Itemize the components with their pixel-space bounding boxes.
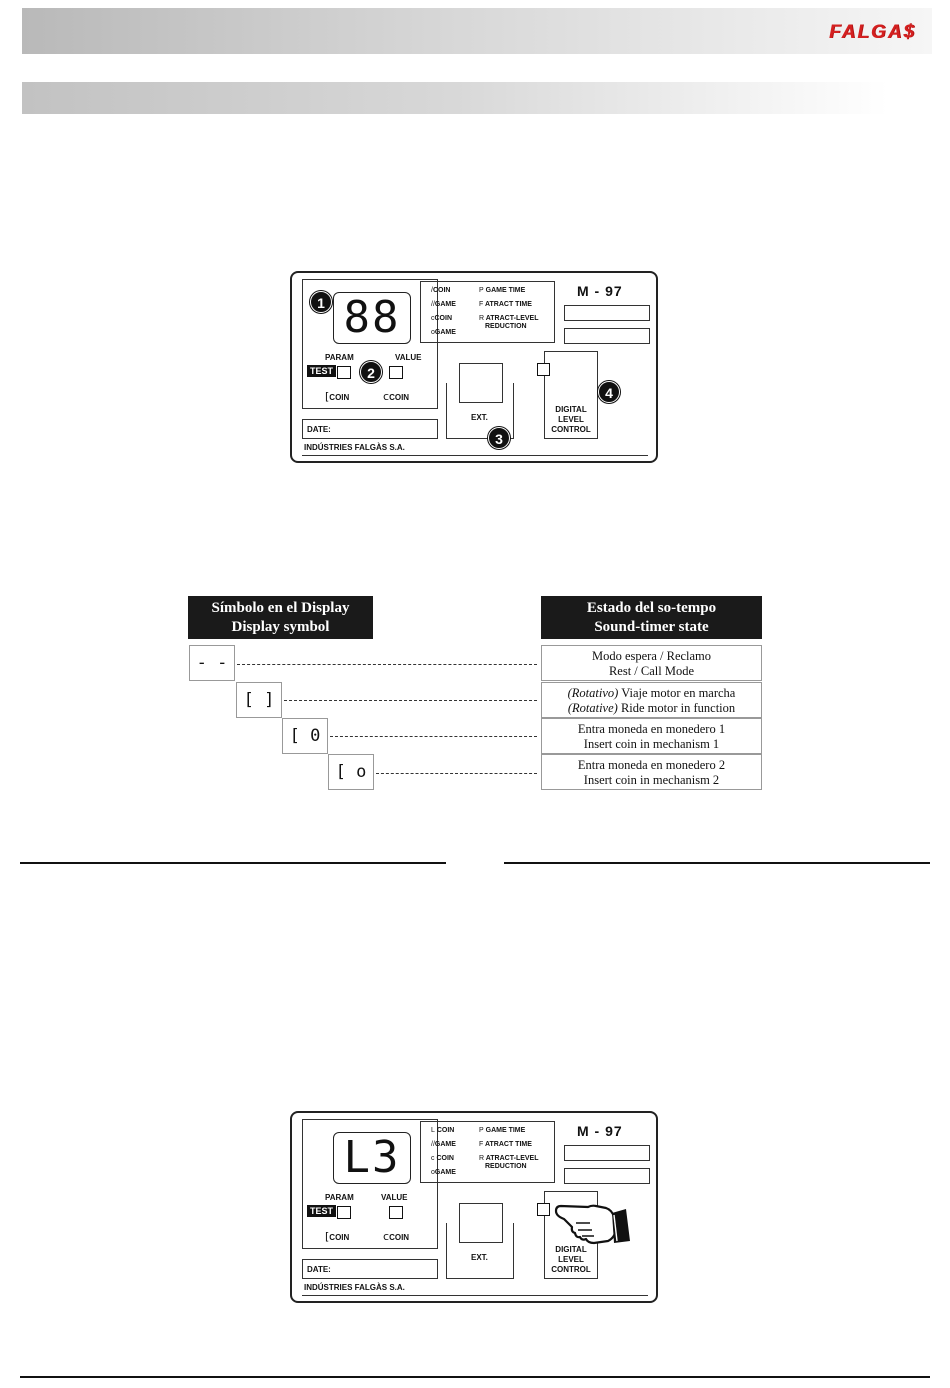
value-label: VALUE (395, 353, 422, 362)
dlc-button[interactable] (537, 1203, 550, 1216)
panel-divider (302, 455, 648, 456)
control-panel-diagram-2 (290, 1111, 658, 1303)
header-bar (22, 8, 932, 54)
table-row: Entra moneda en monedero 2 Insert coin in mechanism 2 (541, 754, 762, 790)
led-display: 88 (333, 292, 411, 344)
company-name: INDÚSTRIES FALGÀS S.A. (304, 1283, 405, 1292)
leader-line (330, 736, 537, 737)
param-button[interactable] (337, 366, 351, 379)
table-row: Modo espera / Reclamo Rest / Call Mode (541, 645, 762, 681)
brand-logo: FALGA$ (829, 22, 916, 43)
leader-line (237, 664, 537, 665)
param-label: PARAM (325, 353, 354, 362)
company-name: INDÚSTRIES FALGÀS S.A. (304, 443, 405, 452)
table-header-state: Estado del so-tempo Sound-timer state (541, 596, 762, 639)
panel-divider (302, 1295, 648, 1296)
ext-label: EXT. (471, 413, 488, 422)
model-field-2 (564, 328, 650, 344)
test-button-label[interactable]: TEST (307, 1205, 336, 1217)
parameter-legend: /COIN //GAME cCOIN oGAME P GAME TIME F ATRACT TIME R ATRACT-LEVEL REDUCTION (420, 281, 555, 343)
table-header-symbol: Símbolo en el Display Display symbol (188, 596, 373, 639)
value-button[interactable] (389, 1206, 403, 1219)
section-divider-right (504, 862, 930, 864)
coin-counter-1: [COIN (325, 1230, 350, 1243)
display-symbol: [ ] (236, 682, 282, 718)
callout-badge-2: 2 (360, 361, 382, 383)
parameter-legend: L COIN //GAME c COIN oGAME P GAME TIME F ATRACT TIME R ATRACT-LEVEL REDUCTION (420, 1121, 555, 1183)
pointing-hand-icon (554, 1197, 634, 1257)
coin-counter-2: cCOIN (383, 1230, 410, 1243)
display-area (302, 1119, 438, 1249)
dlc-label: DIGITAL LEVEL CONTROL (551, 1245, 591, 1274)
ext-connector (459, 1203, 503, 1243)
table-row: Entra moneda en monedero 1 Insert coin in mechanism 1 (541, 718, 762, 754)
callout-badge-3: 3 (488, 427, 510, 449)
ext-label: EXT. (471, 1253, 488, 1262)
ext-connector (459, 363, 503, 403)
display-symbol: [ 0 (282, 718, 328, 754)
model-label: M - 97 (577, 1123, 623, 1139)
callout-badge-1: 1 (310, 291, 332, 313)
leader-line (284, 700, 537, 701)
coin-counter-1: [COIN (325, 390, 350, 403)
display-symbol: - - (189, 645, 235, 681)
model-field-2 (564, 1168, 650, 1184)
table-row: (Rotativo) Viaje motor en marcha (Rotative) Ride motor in function (541, 682, 762, 718)
date-field: DATE: (302, 419, 438, 439)
dlc-button[interactable] (537, 363, 550, 376)
model-label: M - 97 (577, 283, 623, 299)
led-display: L3 (333, 1132, 411, 1184)
param-button[interactable] (337, 1206, 351, 1219)
section-divider-left (20, 862, 446, 864)
section-title-bar (22, 82, 888, 114)
model-field-1 (564, 1145, 650, 1161)
control-panel-diagram (290, 271, 658, 463)
model-field-1 (564, 305, 650, 321)
test-button-label[interactable]: TEST (307, 365, 336, 377)
date-field: DATE: (302, 1259, 438, 1279)
display-symbol: [ o (328, 754, 374, 790)
footer-divider (20, 1376, 930, 1378)
value-button[interactable] (389, 366, 403, 379)
leader-line (376, 773, 537, 774)
coin-counter-2: cCOIN (383, 390, 410, 403)
value-label: VALUE (381, 1193, 408, 1202)
callout-badge-4: 4 (598, 381, 620, 403)
param-label: PARAM (325, 1193, 354, 1202)
dlc-label: DIGITAL LEVEL CONTROL (551, 405, 591, 434)
